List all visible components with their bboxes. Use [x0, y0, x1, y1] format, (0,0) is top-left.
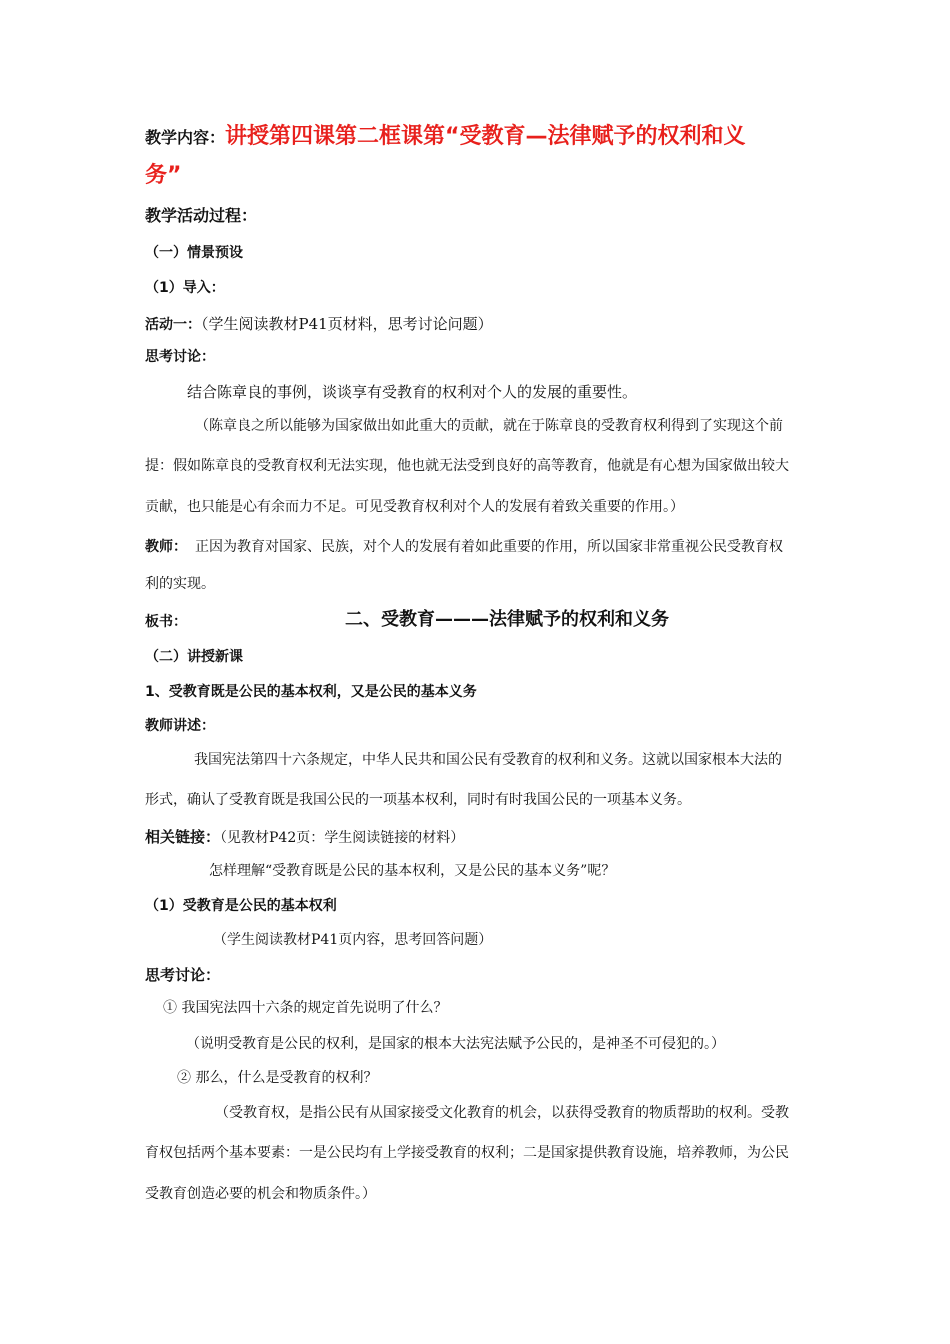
teacher-label: 教师：	[145, 539, 187, 555]
answer-2-line: 育权包括两个基本要素：一是公民均有上学接受教育的权利；二是国家提供教育设施，培养教师，为公民	[145, 1145, 789, 1161]
discuss-question-1: 结合陈章良的事例，谈谈享有受教育的权利对个人的发展的重要性。	[187, 383, 638, 401]
teacher-speech-text: 我国宪法第四十六条规定，中华人民共和国公民有受教育的权利和义务。这就以国家根本大法的	[194, 752, 782, 768]
section2-heading: （二）讲授新课	[145, 649, 243, 665]
answer-line: （陈章良之所以能够为国家做出如此重大的贡献，就在于陈章良的受教育权利得到了实现这个前	[195, 418, 783, 434]
board-title: 二、受教育———法律赋予的权利和义务	[345, 609, 669, 630]
related-link-line	[145, 827, 464, 848]
answer-2-line: （受教育权，是指公民有从国家接受文化教育的机会，以获得受教育的物质帮助的权利。受教	[215, 1105, 789, 1121]
section1-sub: （1）导入：	[145, 280, 225, 296]
discuss-label-1: 思考讨论：	[145, 349, 215, 365]
understand-question: 怎样理解“受教育既是公民的基本权利，又是公民的基本义务”呢？	[209, 863, 616, 879]
section1-heading: （一）情景预设	[145, 245, 243, 261]
sub1-heading: （1）受教育是公民的基本权利	[145, 898, 337, 914]
process-heading: 教学活动过程：	[145, 206, 258, 225]
read-instruction: （学生阅读教材P41页内容，思考回答问题）	[213, 932, 493, 948]
answer-1: （说明受教育是公民的权利，是国家的根本大法宪法赋予公民的，是神圣不可侵犯的。）	[186, 1036, 725, 1052]
activity-line	[145, 314, 493, 335]
related-link-label: 相关链接：	[145, 828, 221, 846]
question-2: ② 那么，什么是受教育的权利？	[177, 1070, 378, 1086]
teacher-line	[145, 536, 783, 557]
answer-line: 提：假如陈章良的受教育权利无法实现，他也就无法受到良好的高等教育，他就是有心想为国家做出较大	[145, 458, 789, 474]
teacher-text-cont: 利的实现。	[145, 576, 215, 592]
activity-text: （学生阅读教材P41页材料，思考讨论问题）	[201, 315, 493, 333]
lesson-content-line	[145, 123, 745, 151]
board-label: 板书：	[145, 614, 187, 630]
lesson-content-label: 教学内容：	[145, 128, 226, 147]
question-1: ① 我国宪法四十六条的规定首先说明了什么？	[163, 1000, 448, 1016]
teacher-text: 正因为教育对国家、民族，对个人的发展有着如此重要的作用，所以国家非常重视公民受教育权	[195, 539, 783, 555]
teacher-speech-text: 形式，确认了受教育既是我国公民的一项基本权利，同时有时我国公民的一项基本义务。	[145, 792, 691, 808]
answer-line: 贡献，也只能是心有余而力不足。可见受教育权利对个人的发展有着致关重要的作用。）	[145, 499, 684, 515]
answer-2-line: 受教育创造必要的机会和物质条件。）	[145, 1186, 376, 1202]
discuss-label-2: 思考讨论：	[145, 966, 221, 984]
lesson-title-line1: 讲授第四课第二框课第“受教育—法律赋予的权利和义	[225, 124, 746, 149]
point1-heading: 1、受教育既是公民的基本权利，又是公民的基本义务	[145, 684, 477, 700]
teacher-speech-label: 教师讲述：	[145, 718, 215, 734]
related-link-text: （见教材P42页：学生阅读链接的材料）	[220, 830, 465, 846]
activity-label: 活动一：	[145, 317, 201, 333]
lesson-title-line2: 务”	[145, 163, 182, 188]
